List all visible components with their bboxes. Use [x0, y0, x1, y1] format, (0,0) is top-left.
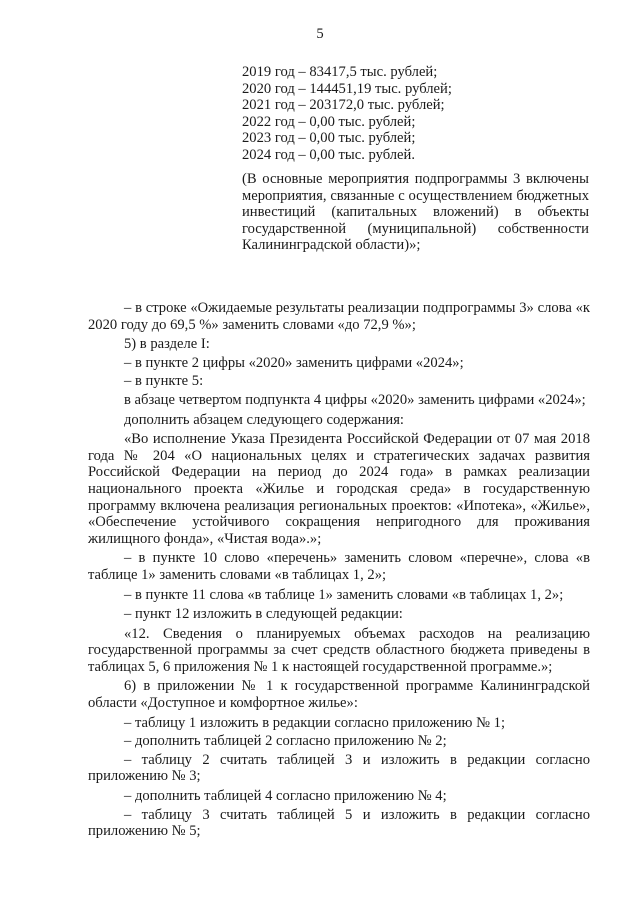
year-budget-line: 2020 год – 144451,19 тыс. рублей; [242, 80, 452, 97]
year-budget-line: 2023 год – 0,00 тыс. рублей; [242, 130, 416, 147]
amendment-text [88, 300, 590, 843]
paragraph: – в пункте 5: [124, 373, 204, 390]
paragraph: – дополнить таблицей 4 согласно приложению № 4; [124, 788, 447, 805]
paragraph: – в пункте 11 слова «в таблице 1» заменить словами «в таблицах 1, 2»; [124, 586, 564, 603]
paragraph: – таблицу 2 считать таблицей 3 и изложить в редакции согласно приложению № 3; [88, 751, 590, 785]
year-budget-line: 2019 год – 83417,5 тыс. рублей; [242, 64, 438, 80]
subprogram-note: (В основные мероприятия подпрограммы 3 включены мероприятия, связанные с осуществлением бюджетных инвестиций (капитальных вложений) в объекты государственной (муниципальной) собственности Калининградской области)»; [242, 171, 589, 254]
paragraph: «12. Сведения о планируемых объемах расходов на реализацию государственной программы за счет средств областного бюджета приведены в таблицах 5, 6 приложения № 1 к настоящей государственной программе.»; [88, 625, 590, 675]
paragraph: – дополнить таблицей 2 согласно приложению № 2; [124, 733, 447, 750]
year-budget-line: 2021 год – 203172,0 тыс. рублей; [242, 97, 445, 114]
page-number: 5 [316, 26, 324, 42]
paragraph: 6) в приложении № 1 к государственной программе Калининградской области «Доступное и комфортное жилье»: [88, 678, 590, 712]
paragraph: – пункт 12 изложить в следующей редакции: [124, 606, 403, 623]
paragraph: «Во исполнение Указа Президента Российской Федерации от 07 мая 2018 года № 204 «О национальных целях и стратегических задачах развития Российской Федерации на период до 2024 года» в рамках реализации национального проекта «Жилье и городская среда» в государственную программу включена реализация региональных проектов: «Ипотека», «Жилье», «Обеспечение устойчивого сокращения непригодного для проживания жилищного фонда», «Чистая вода».»; [88, 431, 590, 547]
year-budget-list [242, 64, 592, 164]
paragraph: – в пункте 10 слово «перечень» заменить словом «перечне», слова «в таблице 1» заменить словами «в таблицах 1, 2»; [88, 550, 590, 583]
year-budget-line: 2024 год – 0,00 тыс. рублей. [242, 146, 415, 163]
paragraph: – в строке «Ожидаемые результаты реализации подпрограммы 3» слова «к 2020 году до 69,5 %» заменить словами «до 72,9 %»; [88, 300, 590, 333]
paragraph: – таблицу 3 считать таблицей 5 и изложить в редакции согласно приложению № 5; [88, 806, 590, 840]
paragraph: – в пункте 2 цифры «2020» заменить цифрами «2024»; [124, 354, 464, 371]
paragraph: – таблицу 1 изложить в редакции согласно приложению № 1; [124, 714, 505, 731]
paragraph: 5) в разделе I: [124, 336, 210, 353]
paragraph: в абзаце четвертом подпункта 4 цифры «2020» заменить цифрами «2024»; [124, 391, 586, 408]
paragraph: дополнить абзацем следующего содержания: [124, 411, 404, 428]
year-budget-line: 2022 год – 0,00 тыс. рублей; [242, 113, 416, 130]
